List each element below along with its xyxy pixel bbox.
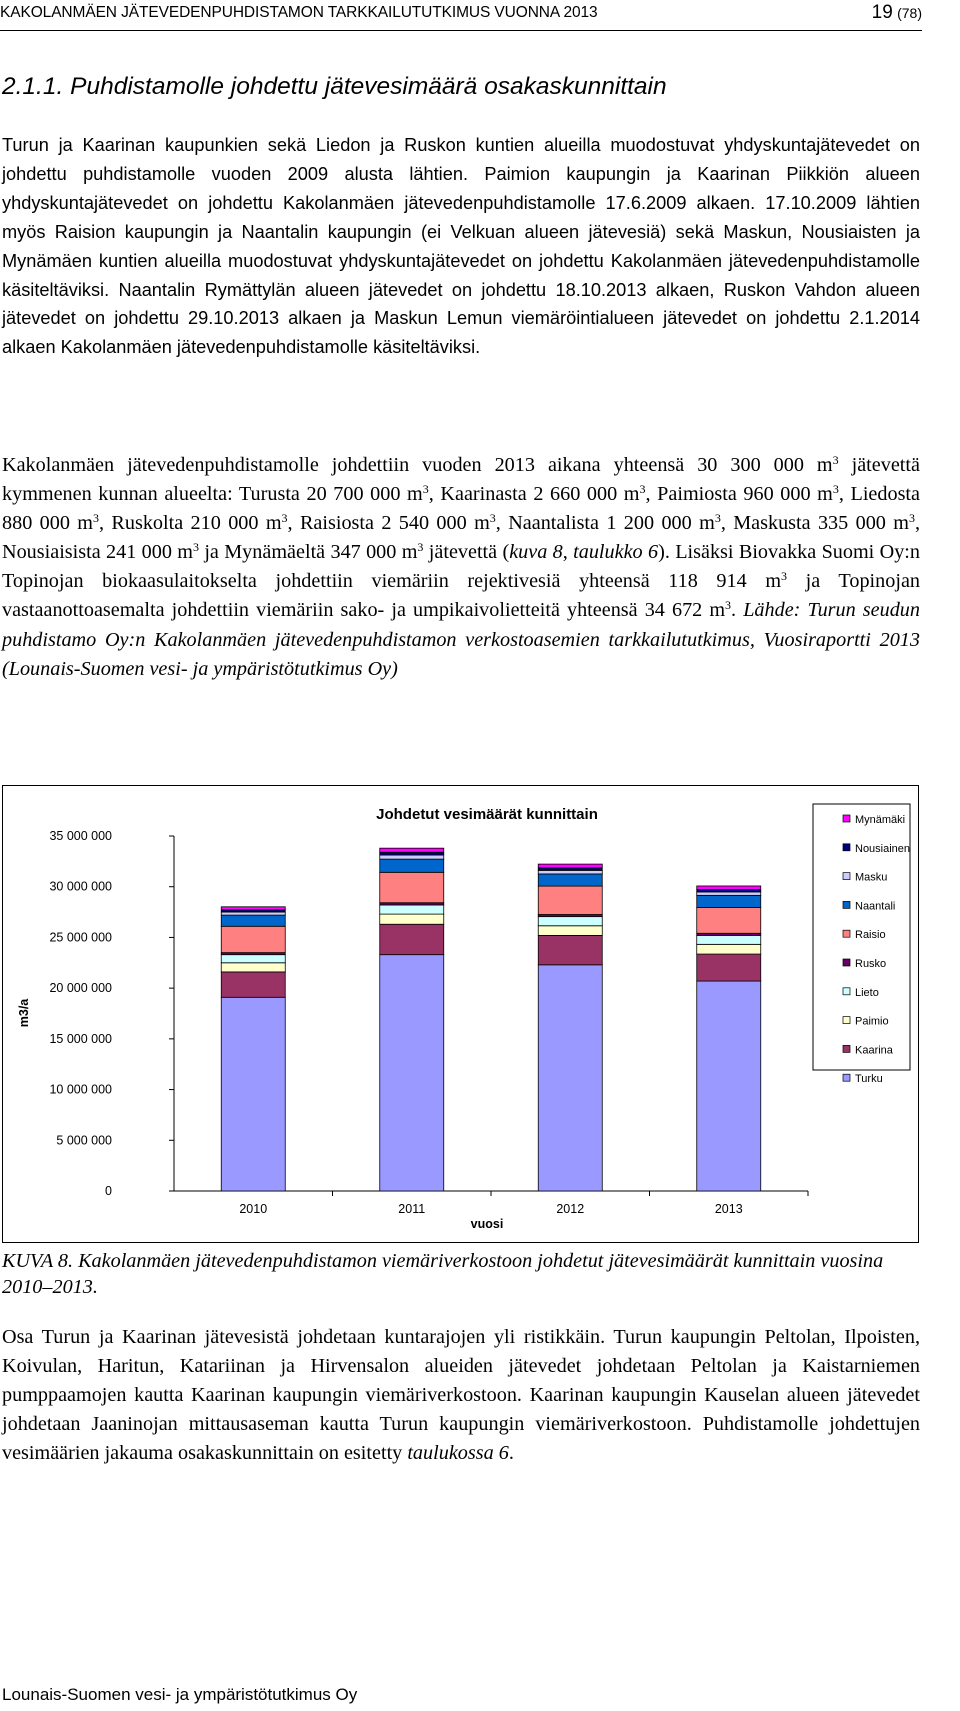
bar-segment-raisio — [221, 926, 285, 952]
bar-segment-turku — [697, 981, 761, 1191]
paragraph-crossborder: Osa Turun ja Kaarinan jätevesistä johdetaan kuntarajojen yli ristikkäin. Turun kaupungin Peltolan, Ilpoisten, Koivulan, Haritun, Katariinan ja Hirvensalon alueiden jätevedet johdetaan Peltolan ja Kaistarniemen pumppaamojen kautta Kaarinan kaupungin viemäriverkostoon. Kaarinan kaupungin Kauselan alueen jätevedet johdetaan Jaaninojan mittausaseman kautta Turun kaupungin viemäriverkostoon. Puhdistamolle johdettujen vesimäärien jakauma osakaskunnittain on esitetty taulukossa 6. — [2, 1326, 920, 1465]
y-tick-label: 0 — [105, 1184, 112, 1198]
legend-label: Paimio — [855, 1015, 889, 1028]
bar-segment-kaarina — [538, 935, 602, 964]
legend-swatch — [843, 959, 850, 966]
legend-label: Nousiainen — [855, 842, 911, 855]
legend-swatch — [843, 1017, 850, 1024]
bar-segment-turku — [538, 965, 602, 1191]
bar-segment-naantali — [697, 895, 761, 907]
bar-segment-myn-m-ki — [380, 848, 444, 852]
bar-segment-kaarina — [221, 972, 285, 997]
bar-segment-lieto — [538, 917, 602, 926]
stacked-bar-chart — [2, 785, 919, 1243]
x-tick-label: 2010 — [239, 1202, 268, 1216]
bar-segment-naantali — [221, 915, 285, 926]
bar-segment-masku — [221, 912, 285, 915]
table-reference-2: taulukossa 6 — [407, 1442, 509, 1465]
legend-label: Naantali — [855, 900, 896, 913]
bar-segment-masku — [380, 855, 444, 859]
chart-svg — [3, 786, 920, 1244]
bar-segment-naantali — [538, 874, 602, 886]
bar-segment-myn-m-ki — [221, 907, 285, 910]
bar-segment-nousiainen — [380, 852, 444, 855]
bar-segment-lieto — [380, 905, 444, 914]
figure-caption: KUVA 8. Kakolanmäen jätevedenpuhdistamon viemäriverkostoon johdetut jätevesimäärät kunnittain vuosina 2010–2013. — [2, 1250, 884, 1298]
legend-label: Raisio — [855, 929, 886, 942]
bar-segment-kaarina — [697, 954, 761, 981]
legend-label: Kaarina — [855, 1044, 893, 1057]
bar-segment-lieto — [221, 955, 285, 963]
y-tick-label: 30 000 000 — [49, 879, 112, 894]
bar-segment-masku — [697, 892, 761, 895]
x-tick-label: 2013 — [714, 1202, 743, 1216]
legend-swatch — [843, 1045, 850, 1052]
legend-swatch — [843, 1074, 850, 1081]
bar-segment-raisio — [538, 886, 602, 914]
y-tick-label: 5 000 000 — [56, 1133, 112, 1148]
figure-reference: kuva 8 — [509, 541, 563, 564]
y-tick-label: 15 000 000 — [49, 1031, 112, 1046]
page-number-current: 19 — [871, 2, 893, 23]
legend-swatch — [843, 815, 850, 822]
legend-label: Turku — [855, 1073, 883, 1086]
header-rule — [0, 30, 922, 31]
bar-segment-raisio — [697, 908, 761, 934]
legend-label: Mynämäki — [855, 814, 906, 826]
paragraph-intro: Turun ja Kaarinan kaupunkien sekä Liedon ja Ruskon kuntien alueilla muodostuvat yhdyskuntajätevedet on johdettu puhdistamolle vuoden 2009 alusta lähtien. Paimion kaupungin ja Kaarinan Piikkiön alueen yhdyskuntajätevedet on johdettu Kakolanmäen jätevedenpuhdistamolle 17.6.2009 alkaen. 17.10.2009 lähtien myös Raision kaupungin ja Naantalin kaupungin (ei Velkuan alueen jätevesiä) sekä Maskun, Nousiaisten ja Mynämäen kuntien alueilla muodostuvat yhdyskuntajätevedet on johdettu Kakolanmäen jätevedenpuhdistamolle käsiteltäviksi. Naantalin Rymättylän alueen jätevedet on johdettu 18.10.2013 alkaen, Ruskon Vahdon alueen jätevedet on johdettu 29.10.2013 alkaen ja Maskun Lemun viemäröintialueen jätevedet on johdettu 2.1.2014 alkaen Kakolanmäen jätevedenpuhdistamolle käsiteltäviksi. — [2, 135, 920, 358]
legend-swatch — [843, 930, 850, 937]
bar-segment-paimio — [380, 914, 444, 924]
legend-label: Rusko — [855, 958, 887, 970]
x-tick-label: 2011 — [398, 1202, 426, 1216]
y-tick-label: 10 000 000 — [49, 1082, 112, 1097]
bar-segment-myn-m-ki — [538, 864, 602, 868]
bar-segment-lieto — [697, 935, 761, 944]
x-tick-label: 2012 — [556, 1202, 585, 1216]
page-footer: Lounais-Suomen vesi- ja ympäristötutkimus Oy — [2, 1685, 358, 1704]
running-header — [0, 2, 922, 26]
x-axis-title: vuosi — [470, 1217, 504, 1231]
legend-label: Masku — [855, 871, 888, 884]
page-number-total: (78) — [897, 5, 922, 21]
y-tick-label: 20 000 000 — [49, 981, 112, 996]
legend-swatch — [843, 844, 850, 851]
legend-label: Lieto — [855, 986, 879, 999]
bar-segment-turku — [221, 997, 285, 1191]
bar-segment-myn-m-ki — [697, 886, 761, 890]
table-reference: taulukko 6 — [573, 541, 659, 564]
bar-segment-paimio — [538, 926, 602, 936]
legend-swatch — [843, 873, 850, 880]
legend-swatch — [843, 901, 850, 908]
source-citation: Lähde: Turun seudun puhdistamo Oy:n Kakolanmäen jätevedenpuhdistamon verkostoasemien tarkkailututkimus, Vuosiraportti 2013 (Lounais-Suomen vesi- ja ympäristötutkimus Oy) — [2, 599, 920, 680]
legend-swatch — [843, 988, 850, 995]
page-number — [872, 2, 922, 24]
bar-segment-kaarina — [380, 924, 444, 954]
bar-segment-paimio — [697, 944, 761, 954]
y-tick-label: 35 000 000 — [49, 829, 112, 843]
paragraph-volumes: Kakolanmäen jätevedenpuhdistamolle johdettiin vuoden 2013 aikana yhteensä 30 300 000 $m^3$ jätevettä kymmenen kunnan alueelta: Turusta 20 700 000 $m^3$, Kaarinasta 2 660 000 $m^3$, Paimiosta 960 000 $m^3$, Liedosta 880 000 $m^3$, Ruskolta 210 000 $m^3$, Raisiosta 2 540 000 $m^3$, Naantalista 1 200 000 $m^3$, Maskusta 335 000 $m^3$, Nousiaisista 241 000 $m^3$ ja Mynämäeltä 347 000 $m^3$ jätevettä (kuva 8, taulukko 6). Lisäksi Biovakka Suomi Oy:n Topinojan biokaasulaitokselta johdettiin viemäriin rejektivesiä yhteensä 118 914 $m^3$ ja Topinojan vastaanottoasemalta johdettiin viemäriin sako- ja umpikaivolietteitä yhteensä 34 672 $m^3$. Lähde: Turun seudun puhdistamo Oy:n Kakolanmäen jätevedenpuhdistamon verkostoasemien tarkkailututkimus, Vuosiraportti 2013 (Lounais-Suomen vesi- ja ympäristötutkimus Oy) — [2, 453, 921, 680]
bar-segment-raisio — [380, 872, 444, 902]
y-axis-title: m3/a — [17, 998, 31, 1028]
bar-segment-masku — [538, 870, 602, 874]
bar-segment-paimio — [221, 963, 285, 972]
bar-segment-turku — [380, 955, 444, 1191]
chart-title: Johdetut vesimäärät kunnittain — [376, 806, 598, 823]
y-tick-label: 25 000 000 — [49, 930, 112, 945]
running-header-title: KAKOLANMÄEN JÄTEVEDENPUHDISTAMON TARKKAILUTUTKIMUS VUONNA 2013 — [0, 4, 598, 21]
section-heading: 2.1.1. Puhdistamolle johdettu jätevesimäärä osakaskunnittain — [2, 73, 667, 100]
bar-segment-naantali — [380, 859, 444, 872]
